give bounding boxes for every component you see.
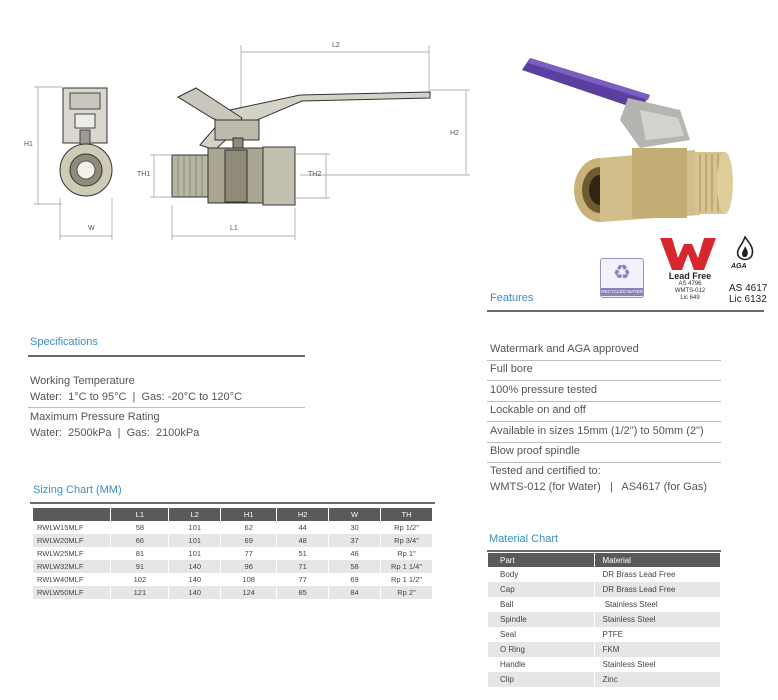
model-cell: RWLW50MLF — [33, 586, 111, 599]
part-cell: Handle — [488, 657, 594, 672]
side-view — [34, 87, 112, 240]
feature-item: Full bore — [490, 363, 533, 375]
feature-separator — [487, 442, 721, 443]
watermark-logo — [660, 236, 722, 272]
table-cell: 30 — [329, 521, 381, 534]
material-cell: Stainless Steel — [594, 657, 720, 672]
table-cell: 62 — [221, 521, 277, 534]
table-row — [488, 567, 720, 582]
model-cell: RWLW15MLF — [33, 521, 111, 534]
table-cell: Rp 3/4" — [381, 534, 433, 547]
table-cell: 96 — [221, 560, 277, 573]
recycled-water-label: RECYCLED WATER — [601, 289, 643, 294]
column-header: TH — [381, 508, 433, 521]
table-cell: 69 — [221, 534, 277, 547]
table-cell: 46 — [329, 547, 381, 560]
material-cell: PTFE — [594, 627, 720, 642]
part-cell: Clip — [488, 672, 594, 687]
column-header: Part — [488, 553, 594, 567]
feature-item: 100% pressure tested — [490, 384, 598, 396]
column-header — [33, 508, 111, 521]
working-temperature-label: Working Temperature — [30, 375, 135, 387]
table-row — [33, 573, 433, 586]
recycled-water-badge — [600, 258, 644, 298]
table-cell: 140 — [169, 573, 221, 586]
table-cell: Rp 1 1/2" — [381, 573, 433, 586]
aga-line1: AS 4617 — [729, 283, 768, 294]
table-cell: 84 — [329, 586, 381, 599]
features-title: Features — [490, 292, 534, 304]
material-cell: FKM — [594, 642, 720, 657]
table-cell: Rp 1 1/4" — [381, 560, 433, 573]
table-cell: 124 — [221, 586, 277, 599]
dim-label-h1: H1 — [24, 141, 33, 148]
table-cell: 44 — [277, 521, 329, 534]
table-row — [488, 627, 720, 642]
aga-block — [729, 283, 767, 305]
feature-tested-label: Tested and certified to: — [490, 465, 601, 477]
recycle-icon: ♻ — [613, 262, 631, 284]
aga-line2: Lic 6132 — [729, 294, 767, 305]
table-cell: 140 — [169, 586, 221, 599]
table-row — [33, 547, 433, 560]
feature-separator — [487, 380, 721, 381]
specifications-divider — [28, 355, 305, 357]
column-header: L1 — [111, 508, 169, 521]
table-cell: 66 — [111, 534, 169, 547]
model-cell: RWLW20MLF — [33, 534, 111, 547]
feature-item: Lockable on and off — [490, 404, 586, 416]
feature-separator — [487, 462, 721, 463]
table-cell: 58 — [329, 560, 381, 573]
table-cell: 101 — [169, 521, 221, 534]
feature-item: Blow proof spindle — [490, 445, 580, 457]
table-cell: 81 — [111, 547, 169, 560]
table-row — [33, 534, 433, 547]
table-row — [488, 657, 720, 672]
table-cell: 102 — [111, 573, 169, 586]
table-row — [488, 597, 720, 612]
dim-label-l2: L2 — [332, 42, 340, 49]
table-cell: 108 — [221, 573, 277, 586]
dim-label-w: W — [88, 225, 95, 232]
table-cell: 101 — [169, 547, 221, 560]
table-cell: 91 — [111, 560, 169, 573]
part-cell: Body — [488, 567, 594, 582]
table-header-row — [33, 508, 433, 521]
table-row — [33, 521, 433, 534]
material-cell: Zinc — [594, 672, 720, 687]
lead-free-line2: WMTS-012 — [674, 288, 706, 294]
feature-item: Available in sizes 15mm (1/2") to 50mm (2") — [490, 425, 704, 437]
table-cell: 48 — [277, 534, 329, 547]
model-cell: RWLW40MLF — [33, 573, 111, 586]
table-cell: 37 — [329, 534, 381, 547]
material-cell: Stainless Steel — [594, 597, 720, 612]
front-view — [150, 45, 470, 240]
table-row — [33, 586, 433, 599]
column-header: W — [329, 508, 381, 521]
material-cell: Stainless Steel — [594, 612, 720, 627]
feature-separator — [487, 401, 721, 402]
table-cell: 85 — [277, 586, 329, 599]
material-cell: DR Brass Lead Free — [594, 582, 720, 597]
table-row — [488, 582, 720, 597]
feature-separator — [487, 360, 721, 361]
table-cell: Rp 1/2" — [381, 521, 433, 534]
working-temperature-value: Water: 1°C to 95°C | Gas: -20°C to 120°C — [30, 391, 243, 403]
column-header: H2 — [277, 508, 329, 521]
aga-logo-text: AGA — [731, 263, 747, 270]
table-cell: Rp 1" — [381, 547, 433, 560]
table-cell: 69 — [329, 573, 381, 586]
column-header: H1 — [221, 508, 277, 521]
material-cell: DR Brass Lead Free — [594, 567, 720, 582]
sizing-chart-title: Sizing Chart (MM) — [33, 484, 122, 496]
part-cell: Ball — [488, 597, 594, 612]
material-chart-divider — [487, 550, 721, 552]
feature-tested-standards: WMTS-012 (for Water) | AS4617 (for Gas) — [490, 481, 708, 493]
table-row — [488, 642, 720, 657]
part-cell: O Ring — [488, 642, 594, 657]
feature-separator — [487, 421, 721, 422]
part-cell: Cap — [488, 582, 594, 597]
specifications-title: Specifications — [30, 336, 98, 348]
dim-label-th2: TH2 — [308, 171, 322, 178]
column-header: Material — [594, 553, 720, 567]
lead-free-line1: AS 4796 — [678, 281, 702, 287]
sizing-chart-divider — [30, 502, 435, 504]
table-row — [33, 560, 433, 573]
dim-label-h2: H2 — [450, 130, 459, 137]
table-cell: Rp 2" — [381, 586, 433, 599]
lead-free-line3: Lic 649 — [680, 295, 700, 301]
table-cell: 77 — [221, 547, 277, 560]
table-cell: 51 — [277, 547, 329, 560]
lead-free-title: Lead Free — [668, 271, 712, 281]
product-photo — [520, 40, 760, 230]
table-cell: 121 — [111, 586, 169, 599]
table-cell: 71 — [277, 560, 329, 573]
table-cell: 58 — [111, 521, 169, 534]
technical-drawing — [0, 0, 480, 250]
lead-free-block — [660, 271, 720, 302]
part-cell: Spindle — [488, 612, 594, 627]
max-pressure-label: Maximum Pressure Rating — [30, 411, 160, 423]
dim-label-l1: L1 — [230, 225, 238, 232]
dim-label-th1: TH1 — [137, 171, 151, 178]
column-header: L2 — [169, 508, 221, 521]
features-divider — [487, 310, 764, 312]
model-cell: RWLW32MLF — [33, 560, 111, 573]
feature-item: Watermark and AGA approved — [490, 343, 639, 355]
sizing-table — [33, 508, 433, 599]
model-cell: RWLW25MLF — [33, 547, 111, 560]
table-row — [488, 612, 720, 627]
aga-flame-icon — [732, 236, 758, 262]
material-chart-title: Material Chart — [489, 533, 559, 545]
material-table — [488, 553, 720, 687]
table-row — [488, 672, 720, 687]
table-cell: 101 — [169, 534, 221, 547]
spec-separator — [28, 407, 305, 408]
part-cell: Seal — [488, 627, 594, 642]
table-cell: 140 — [169, 560, 221, 573]
table-header-row — [488, 553, 720, 567]
max-pressure-value: Water: 2500kPa | Gas: 2100kPa — [30, 427, 200, 439]
table-cell: 77 — [277, 573, 329, 586]
